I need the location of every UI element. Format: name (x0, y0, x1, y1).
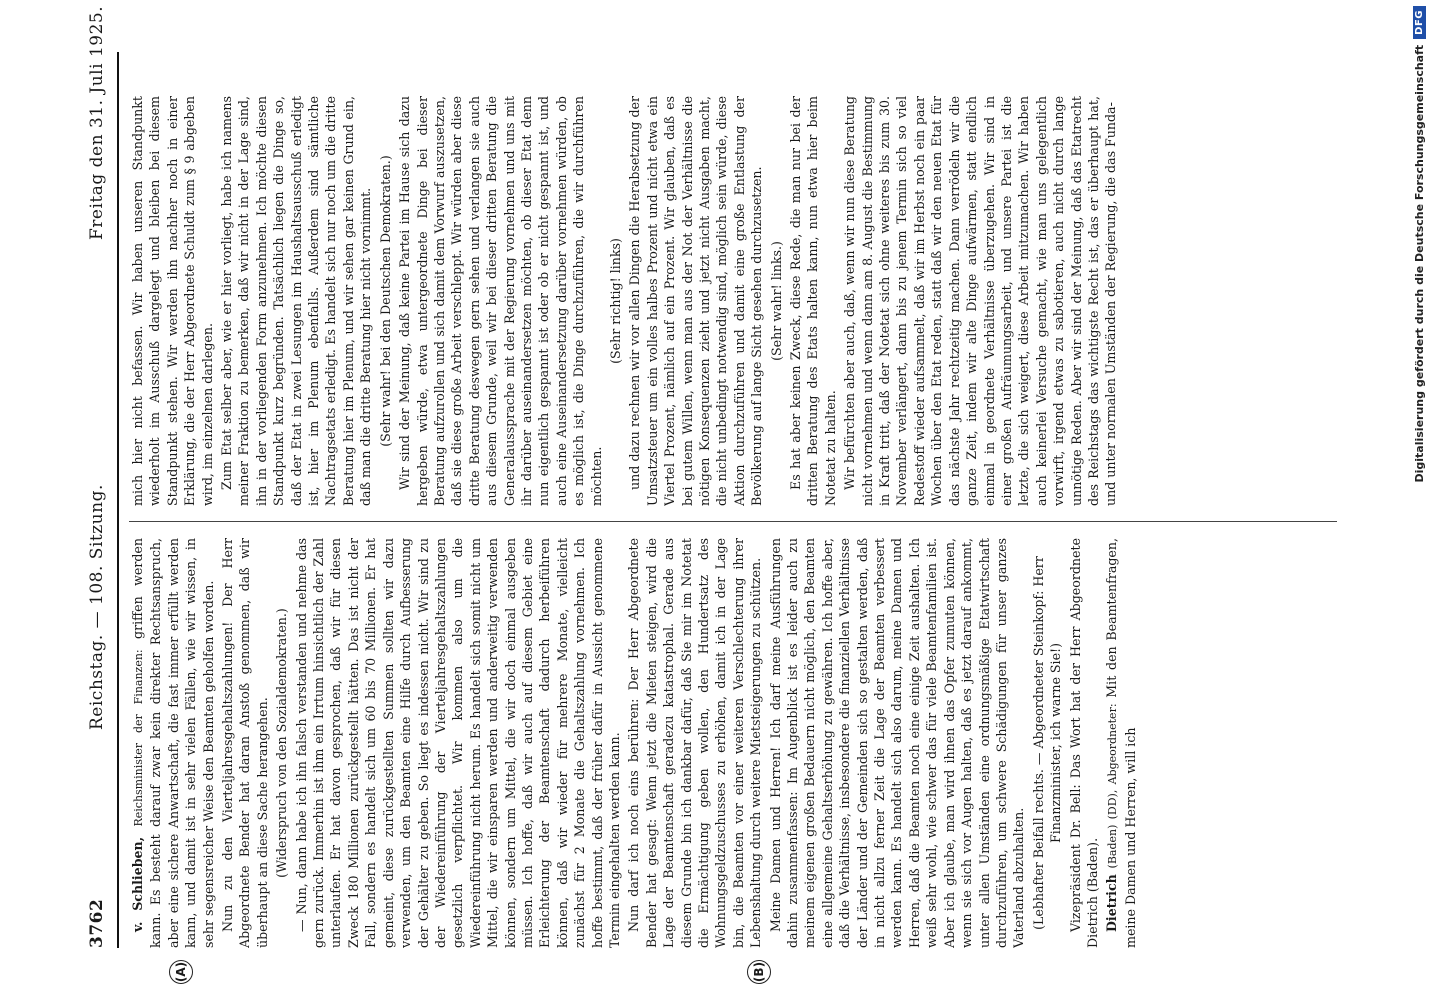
paragraph-text: mich hier nicht befassen. Wir haben unseren Standpunkt wiederholt im Ausschuß dargelegt und bleiben bei diesem Standpunkt stehen. Wir werden ihn nachher noch in einer Erklärung, die der Herr Abgeordnete Schuldt zum § 9 abgeben wird, im einzelnen darlegen. (130, 96, 215, 506)
interjection: (Widerspruch von den Sozialdemokraten.) (274, 608, 290, 878)
paragraph (1067, 538, 1102, 948)
right-header: Freitag den 31. Juli 1925. (87, 5, 107, 240)
paragraph (293, 538, 624, 948)
interjection: (Lebhafter Beifall rechts. — Abgeordneter Steinkopf: Herr Finanzminister, ich warne Sie!) (1030, 556, 1064, 930)
paragraph (767, 538, 1028, 948)
interjection: (Sehr richtig! links) (607, 238, 623, 364)
paragraph-text: Vizepräsident Dr. Bell: Das Wort hat der Herr Abgeordnete Dietrich (Baden). (1067, 538, 1100, 948)
page-header (87, 5, 111, 960)
paragraph (787, 96, 839, 506)
paragraph-text: Wir sind der Meinung, daß keine Partei im Hause sich dazu hergeben würde, etwa untergeordnete Dinge bei dieser Beratung aufzurollen und sich damit dem Vorwurf auszusetzen, daß sie diese große Arbeit verschleppt. Wir würden aber diese dritte Beratung deswegen gern sehen und verlangen sie auch aus diesem Grunde, weil wir bei dieser dritten Beratung die Generalaussprache mit der Regierung vornehmen und uns mit ihr darüber auseinandersetzen möchten, ob dieser Etat denn nun eigentlich gespannt ist oder ob er nicht gespannt ist, und auch eine Auseinandersetzung darüber vornehmen würden, ob es möglich ist, die Dinge durchzuführen, die wir durchführen möchten. (397, 96, 604, 506)
paragraph (129, 538, 217, 948)
paragraph (129, 96, 216, 506)
paragraph (396, 96, 605, 506)
paragraph-text: Es hat aber keinen Zweck, diese Rede, die man nur bei der dritten Beratung des Etats halten kann, nun etwa hier beim Notetat zu halten. (788, 96, 838, 506)
paragraph-text: — Nun, dann habe ich ihn falsch verstanden und nehme das gern zurück. Immerhin ist ihm ein Irrtum hinsichtlich der Zahl unterlaufen. Er hat davon gesprochen, daß wir für diesen Zweck 180 Millionen zurückgestellt hätten. Das ist nicht der Fall, sondern es handelt sich um 60 bis 70 Millionen. Er hat gemeint, diese zurückgestellten Summen sollten wir dazu verwenden, um den Beamten eine Hilfe durch Aufbesserung der Gehälter zu geben. So liegt es indessen nicht. Wir sind zu der Wiedereinführung der Vierteljahresgehaltszahlungen gesetzlich verpflichtet. Wir kommen also um die Wiedereinführung nicht herum. Es handelt sich somit nicht um Mittel, die wir einsparen werden und anderweitig verwenden können, sondern um Mittel, die wir doch einmal ausgeben müssen. Ich hoffe, daß wir auch auf diesem Gebiet eine Erleichterung der Beamtenschaft dadurch herbeiführen können, daß wir wieder für mehrere Monate, vielleicht zunächst für 2 Monate die Gehaltszahlung vornehmen. Ich hoffe bestimmt, daß der früher dafür in Aussicht genommene Termin eingehalten werden kann. (293, 538, 622, 948)
speaker-name: Dietrich (1104, 874, 1120, 932)
margin-mark-a: (A) (169, 960, 193, 984)
margin-mark-b: (B) (747, 960, 771, 984)
digitization-credit (1404, 0, 1434, 1000)
paragraph (1103, 538, 1139, 948)
paragraph-text: Wir befürchten aber auch, daß, wenn wir nun diese Beratung nicht vornehmen und wenn dann am 8. August die Bestimmung in Kraft tritt, daß der Notetat sich ohne weiteres bis zum 30. November verlängert, dann bis zu jenem Termin sich so viel Redestoff wieder aufsammelt, daß wir im Herbst noch ein paar Wochen über den Etat reden, statt daß wir den neuen Etat für das nächste Jahr rechtzeitig machen. Dann verrödeln wir die ganze Zeit, indem wir alte Dinge aufwärmen, statt endlich einmal in geordnete Verhältnisse überzugehen. Wir sind in einer großen Aufräumungsarbeit, und unsere Partei ist die letzte, die sich weigert, diese Arbeit mitzumachen. Wir haben auch keinerlei Versuche gemacht, wie man uns gelegentlich vorwirft, irgend etwas zu sabotieren, auch nicht durch lange unnötige Reden. Aber wir sind der Meinung, daß das Etatrecht des Reichstags das wichtigste Recht ist, das er überhaupt hat, und unter normalen Umständen der Regierung, die das Funda- (842, 96, 1119, 506)
paragraph-text: Mit den Beamtenfragen, meine Damen und Herren, will ich (1104, 538, 1138, 948)
paragraph-text: Meine Damen und Herren! Ich darf meine Ausführungen dahin zusammenfassen: Im Augenblick ist es leider auch zu meinem eigenen großen Bedauern nicht möglich, den Beamten eine allgemeine Gehaltserhöhung zu gewähren. Ich hoffe aber, daß die Verhältnisse, insbesondere die finanziellen Verhältnisse der Länder und der Gemeinden sich so gestalten werden, daß in nicht allzu ferner Zeit die Lage der Beamten verbessert werden kann. Es handelt sich also darum, meine Damen und Herren, daß die Beamten noch eine einige Zeit aushalten. Ich weiß sehr wohl, wie schwer das für viele Beamtenfamilien ist. Aber ich glaube, man wird ihnen das Opfer zumuten können, wenn sie sich vor Augen halten, daß es jetzt darauf ankommt, unter allen Umständen eine ordnungsmäßige Etatwirtschaft durchzuführen, um schwere Schädigungen für unser ganzes Vaterland abzuhalten. (767, 538, 1027, 948)
paragraph (377, 96, 394, 506)
paragraph (625, 538, 764, 948)
paragraph-text: griffen werden kann. Es besteht darauf zwar kein direkter Rechtsanspruch, aber eine sichere Anwartschaft, die fast immer erfüllt werden kann, und damit ist in sehr vielen Fällen, wie wir wissen, in sehr segensreicher Weise den Beamten geholfen worden. (130, 538, 216, 948)
page-number: 3762 (87, 898, 107, 948)
header-rule (117, 52, 119, 948)
speaker-role: (Baden) (DD), Abgeordneter: (1106, 703, 1120, 869)
rotated-page (57, 5, 1377, 983)
paragraph-text: Nun darf ich noch eins berühren: Der Herr Abgeordnete Bender hat gesagt: Wenn jetzt die Mieten steigen, wird die Lage der Beamtenschaft geradezu katastrophal. Gerade aus diesem Grunde bin ich dankbar dafür, daß Sie mir im Notetat die Ermächtigung geben wollen, den Hundertsatz des Wohnungsgeldzuschusses zu erhöhen, damit ich in der Lage bin, die Beamten vor einer weiteren Verschlechterung ihrer Lebenshaltung durch weitere Mietsteigerungen zu schützen. (626, 538, 764, 948)
paragraph (1030, 538, 1065, 948)
interjection: (Sehr wahr! links.) (768, 241, 784, 361)
paragraph (768, 96, 785, 506)
dfg-logo: DFG (1413, 6, 1426, 39)
column-separator (129, 521, 1337, 522)
left-column (129, 538, 1337, 948)
right-column (129, 96, 1337, 506)
paragraph-text: und dazu rechnen wir vor allen Dingen die Herabsetzung der Umsatzsteuer um ein volles halbes Prozent und nicht etwa ein Viertel Prozent, nämlich auf ein Prozent. Wir glauben, daß es bei gutem Willen, wenn man aus der Not der Verhältnisse die nötigen Konsequenzen zieht und jetzt nicht Ausgaben macht, die nicht unbedingt notwendig sind, möglich sein würde, diese Aktion durchzuführen und damit eine große Entlastung der Bevölkerung auf lange Sicht gesehen durchzusetzen. (627, 96, 765, 506)
paragraph (273, 538, 290, 948)
interjection: (Sehr wahr! bei den Deutschen Demokraten.) (377, 155, 393, 447)
speaker-name: v. Schlieben, (130, 836, 145, 932)
paragraph (607, 96, 624, 506)
speaker-role: Reichsminister der Finanzen: (132, 649, 145, 827)
paragraph (626, 96, 765, 506)
paragraph (218, 96, 375, 506)
paragraph (841, 96, 1120, 506)
left-header: Reichstag. — 108. Sitzung. (87, 484, 107, 730)
credit-text: Digitalisierung gefördert durch die Deutsche Forschungsgemeinschaft (1412, 44, 1426, 483)
paragraph (219, 538, 271, 948)
paragraph-text: Nun zu den Vierteljahresgehaltszahlungen! Der Herr Abgeordnete Bender hat daran Anstoß genommen, daß wir überhaupt an diese Sache herangehen. (220, 538, 270, 948)
paragraph-text: Zum Etat selber aber, wie er hier vorliegt, habe ich namens meiner Fraktion zu bemerken, daß wir nicht in der Lage sind, ihn in der vorliegenden Form anzunehmen. Ich möchte diesen Standpunkt kurz begründen. Tatsächlich liegen die Dinge so, daß der Etat in zwei Lesungen im Haushaltsausschuß erledigt ist, hier im Plenum ebenfalls. Außerdem sind sämtliche Nachtragsetats erledigt. Es handelt sich nur noch um die dritte Beratung hier im Plenum, und wir sehen gar keinen Grund ein, daß man die dritte Beratung hier nicht vornimmt. (219, 96, 374, 506)
